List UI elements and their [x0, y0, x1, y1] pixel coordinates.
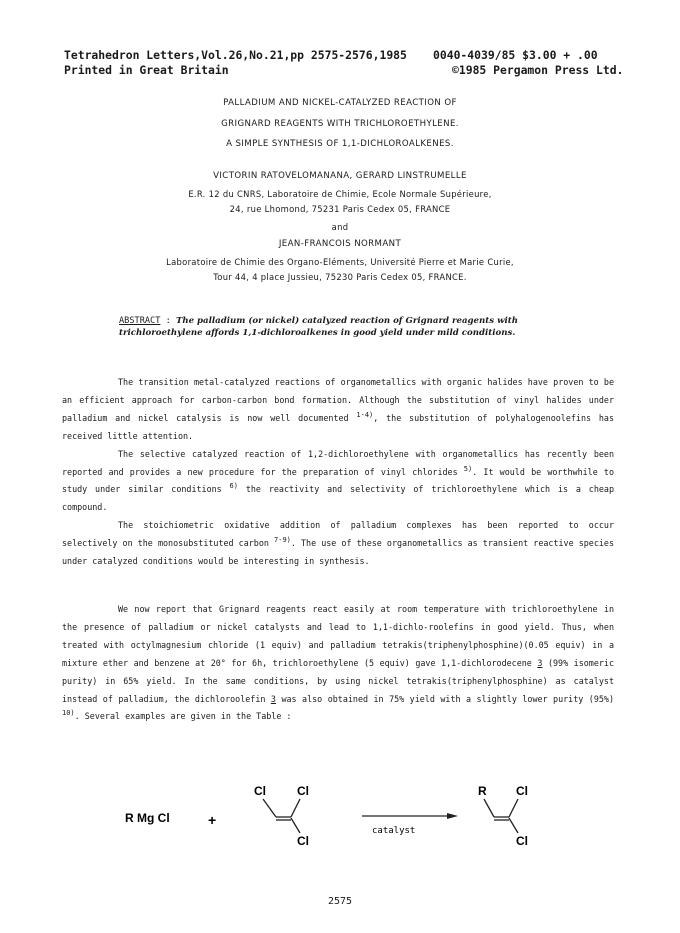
authors-2: JEAN-FRANCOIS NORMANT — [278, 239, 402, 249]
text-run: The stoichiometric oxidative addition of palladium complexes has been reported to occur selectively on the monosubstituted carbon — [62, 520, 614, 549]
bond — [509, 818, 518, 833]
reaction-scheme — [0, 775, 680, 885]
text-run: , the substitution of polyhalogenoolefins has received little attention. — [62, 412, 614, 441]
reference-1-4: 1-4) — [356, 411, 374, 420]
arrow-head — [447, 813, 458, 819]
dichloroalkene-product-structure — [478, 784, 528, 848]
chlorine-label: Cl — [516, 784, 528, 798]
printed-location: Printed in Great Britain — [64, 63, 229, 77]
chlorine-label: Cl — [516, 834, 528, 848]
title-line-2: GRIGNARD REAGENTS WITH TRICHLOROETHYLENE. — [221, 119, 459, 129]
text-run: . The use of these organometallics as transient reactive species under catalyzed conditions would be interesting in synthesis. — [62, 538, 614, 567]
affiliation-1-line-1: E.R. 12 du CNRS, Laboratoire de Chimie, Ecole Normale Supérieure, — [188, 189, 492, 199]
plus-sign: + — [208, 812, 217, 828]
catalyst-label: catalyst — [372, 826, 416, 836]
and-word: and — [331, 222, 349, 232]
affiliation-2-line-1: Laboratoire de Chimie des Organo-Eléments, Université Pierre et Marie Curie, — [166, 257, 514, 267]
issn-price: 0040-4039/85 $3.00 + .00 — [433, 48, 598, 62]
paragraph-1 — [62, 374, 614, 446]
compound-3-ref: 3 — [537, 657, 543, 668]
abstract-label: ABSTRACT — [119, 316, 161, 326]
bond — [484, 799, 494, 817]
compound-3-ref: 3 — [270, 693, 276, 704]
reference-10: 10) — [62, 709, 75, 718]
grignard-reagent-label: R Mg Cl — [125, 811, 170, 825]
reference-7-9: 7-9) — [274, 536, 291, 545]
affiliation-1-line-2: 24, rue Lhomond, 75231 Paris Cedex 05, FRANCE — [229, 204, 451, 214]
r-group-label: R — [478, 784, 487, 798]
text-run: The selective catalyzed reaction of 1,2-dichloroethylene with organometallics has recently been reported and provides a new procedure for the preparation of vinyl chlorides — [62, 448, 614, 477]
reference-6: 6) — [229, 482, 238, 491]
paragraph-4 — [62, 601, 614, 726]
bond — [509, 799, 518, 817]
bond — [291, 799, 300, 817]
chlorine-label: Cl — [297, 834, 309, 848]
journal-citation: Tetrahedron Letters,Vol.26,No.21,pp 2575-2576,1985 — [64, 48, 407, 62]
abstract-separator: : — [160, 316, 176, 326]
page-number: 2575 — [327, 896, 353, 907]
text-run: We now report that Grignard reagents react easily at room temperature with trichloroethylene in the presence of palladium or nickel catalysts and lead to 1,1-dichlo-roolefins in good yield. Thus, when treated with octylmagnesium chloride (1 equiv) and palladium tetrakis(triphenylphosphine)(0.05 equiv) in a mixture ether and benzene at 20° for 6h, trichloroethylene (5 equiv) gave 1,1-dichlorodecene — [62, 604, 614, 668]
title-line-3: A SIMPLE SYNTHESIS OF 1,1-DICHLOROALKENES. — [226, 139, 454, 149]
abstract-text: The palladium (or nickel) catalyzed reaction of Grignard reagents with trichloroethylene affords 1,1-dichloroalkenes in good yield under mild conditions. — [119, 316, 518, 338]
affiliation-2-line-2: Tour 44, 4 place Jussieu, 75230 Paris Cedex 05, FRANCE. — [213, 272, 467, 282]
text-run: The transition metal-catalyzed reactions of organometallics with organic halides have proven to be an efficient approach for carbon-carbon bond formation. Although the substitution of vinyl halides under palladium and nickel catalysis is now well documented — [62, 377, 614, 423]
chlorine-label: Cl — [297, 784, 309, 798]
text-run: was also obtained in 75% yield with a slightly lower purity (95%) — [275, 693, 614, 704]
abstract — [119, 315, 579, 339]
trichloroethylene-structure — [254, 784, 309, 848]
reaction-arrow — [362, 813, 458, 836]
bond — [263, 799, 276, 817]
paragraph-3 — [62, 517, 614, 571]
body-section-1 — [62, 374, 614, 571]
bond — [291, 818, 300, 833]
body-section-2 — [62, 601, 614, 726]
text-run: the reactivity and selectivity of trichloroethylene which is a cheap compound. — [62, 484, 614, 513]
text-run: (99% isomeric purity) in 65% yield. In the same conditions, by using nickel tetrakis(triphenylphosphine) as catalyst instead of palladium, the dichloroolefin — [62, 657, 614, 704]
paragraph-2 — [62, 446, 614, 518]
text-run: . It would be worthwhile to study under similar conditions — [62, 466, 614, 495]
text-run: . Several examples are given in the Table : — [74, 711, 292, 722]
authors-1: VICTORIN RATOVELOMANANA, GERARD LINSTRUMELLE — [213, 171, 467, 181]
copyright: ©1985 Pergamon Press Ltd. — [452, 63, 624, 77]
chlorine-label: Cl — [254, 784, 266, 798]
title-line-1: PALLADIUM AND NICKEL-CATALYZED REACTION OF — [223, 98, 457, 108]
reference-5: 5) — [463, 464, 473, 473]
